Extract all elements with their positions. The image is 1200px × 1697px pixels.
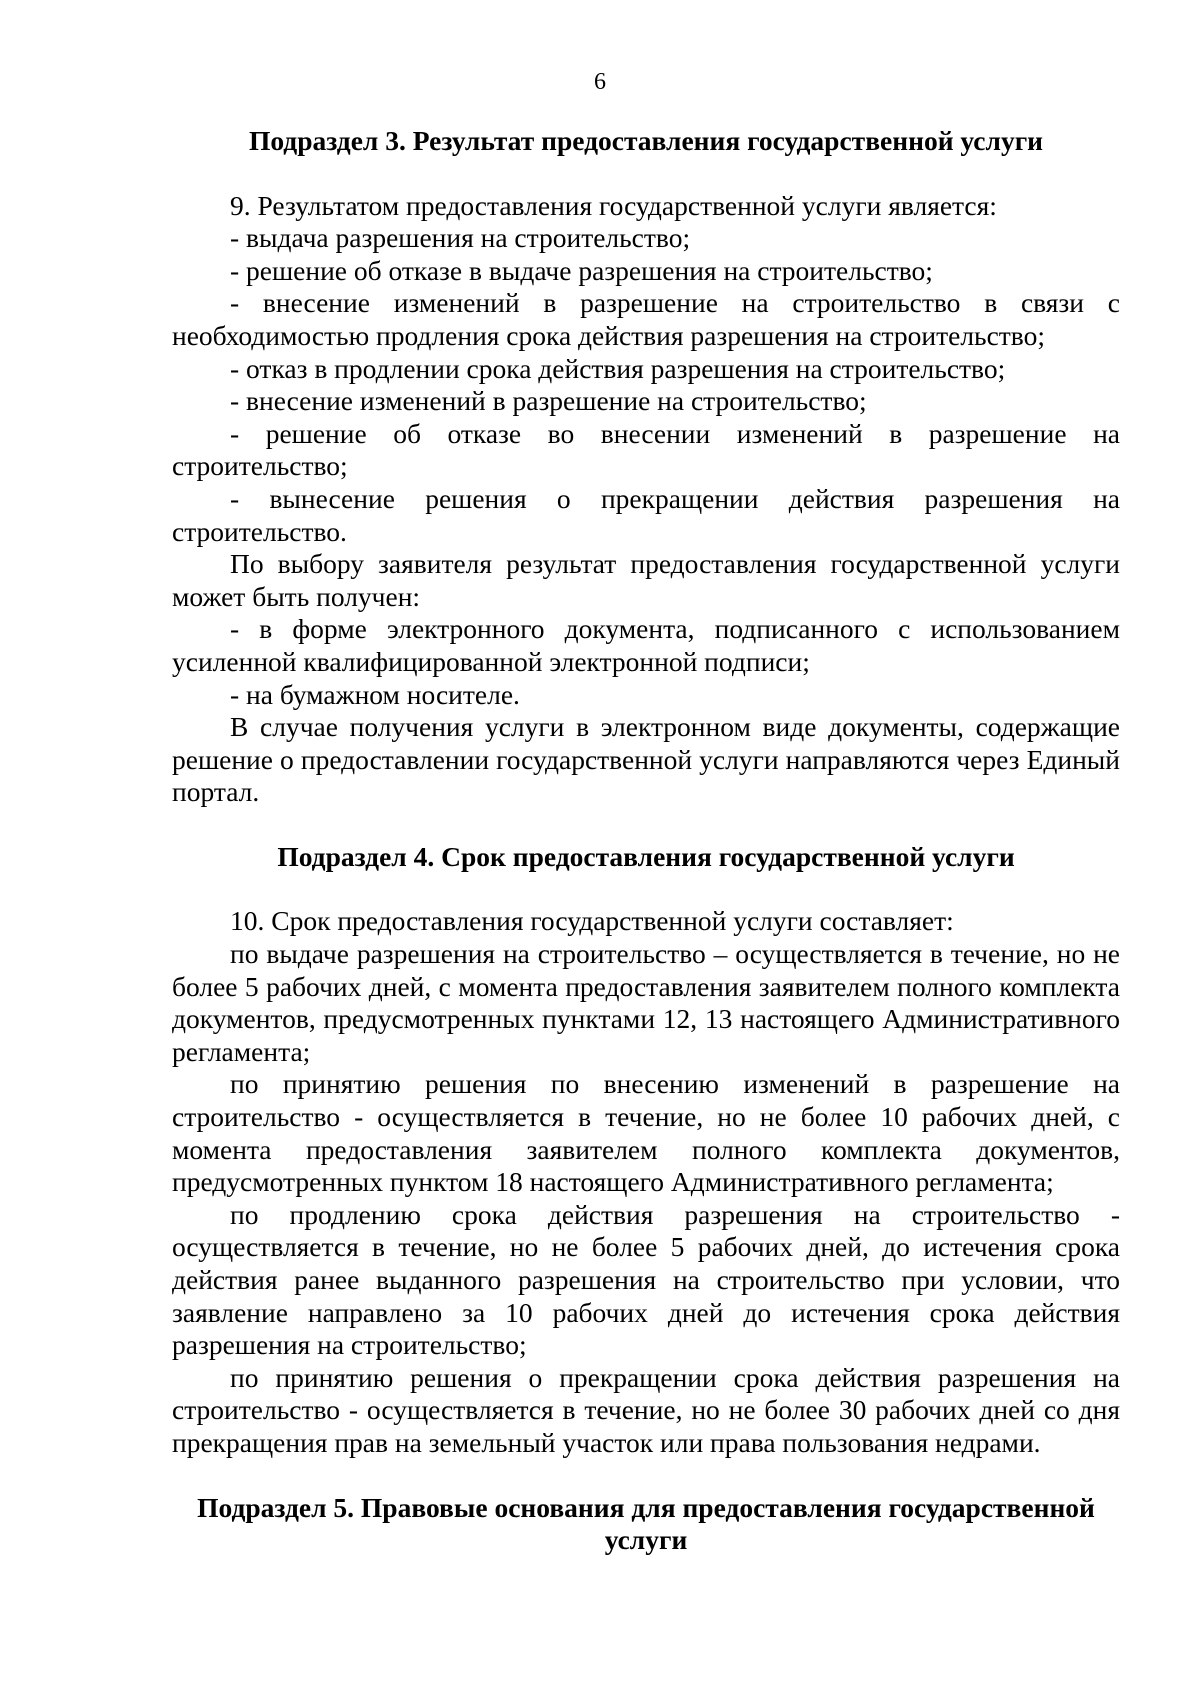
section-3-heading: Подраздел 3. Результат предоставления государственной услуги <box>248 125 1044 156</box>
list-item: - внесение изменений в разрешение на строительство в связи с необходимостью продления срока действия разрешения на строительство; <box>172 287 1120 351</box>
paragraph: по продлению срока действия разрешения на строительство - осуществляется в течение, но не более 5 рабочих дней, до истечения срока действия ранее выданного разрешения на строительство при условии, что заявление направлено за 10 рабочих дней до истечения срока действия разрешения на строительство; <box>172 1198 1120 1361</box>
list-item: - отказ в продлении срока действия разрешения на строительство; <box>230 352 1006 384</box>
list-item: - в форме электронного документа, подписанного с использованием усиленной квалифицированной электронной подписи; <box>172 613 1120 677</box>
spacer <box>172 158 1120 190</box>
spacer <box>172 1460 1120 1492</box>
list-item: - решение об отказе во внесении изменений в разрешение на строительство; <box>172 417 1120 482</box>
paragraph: по принятию решения по внесению изменений в разрешение на строительство - осуществляется в течение, но не более 10 рабочих дней, с момента предоставления заявителем полного комплекта документов, предусмотренных пунктом 18 настоящего Административного регламента; <box>172 1068 1120 1198</box>
section-4-heading: Подраздел 4. Срок предоставления государственной услуги <box>277 840 1015 872</box>
paragraph: 9. Результатом предоставления государственной услуги является: <box>230 189 997 221</box>
spacer <box>172 809 1120 841</box>
document-body <box>172 125 1120 1557</box>
paragraph: по принятию решения о прекращении срока действия разрешения на строительство - осуществляется в течение, но не более 30 рабочих дней со дня прекращения прав на земельный участок или права пользования недрами. <box>172 1361 1120 1458</box>
list-item: - на бумажном носителе. <box>230 678 520 710</box>
list-item: - вынесение решения о прекращении действия разрешения на строительство. <box>172 482 1120 547</box>
list-item: - решение об отказе в выдаче разрешения на строительство; <box>230 254 933 286</box>
page-number: 6 <box>594 69 606 95</box>
list-item: - внесение изменений в разрешение на строительство; <box>230 385 867 417</box>
paragraph: по выдаче разрешения на строительство – осуществляется в течение, но не более 5 рабочих дней, с момента предоставления заявителем полного комплекта документов, предусмотренных пунктами 12, 13 настоящего Административного регламента; <box>172 938 1120 1067</box>
paragraph: 10. Срок предоставления государственной услуги составляет: <box>230 905 954 937</box>
paragraph: В случае получения услуги в электронном виде документы, содержащие решение о предоставлении государственной услуги направляются через Единый портал. <box>172 711 1120 808</box>
list-item: - выдача разрешения на строительство; <box>230 222 691 254</box>
spacer <box>172 873 1120 905</box>
paragraph: По выбору заявителя результат предоставления государственной услуги может быть получен: <box>172 548 1120 612</box>
section-5-heading: Подраздел 5. Правовые основания для предоставления государственной услуги <box>197 1491 1095 1556</box>
